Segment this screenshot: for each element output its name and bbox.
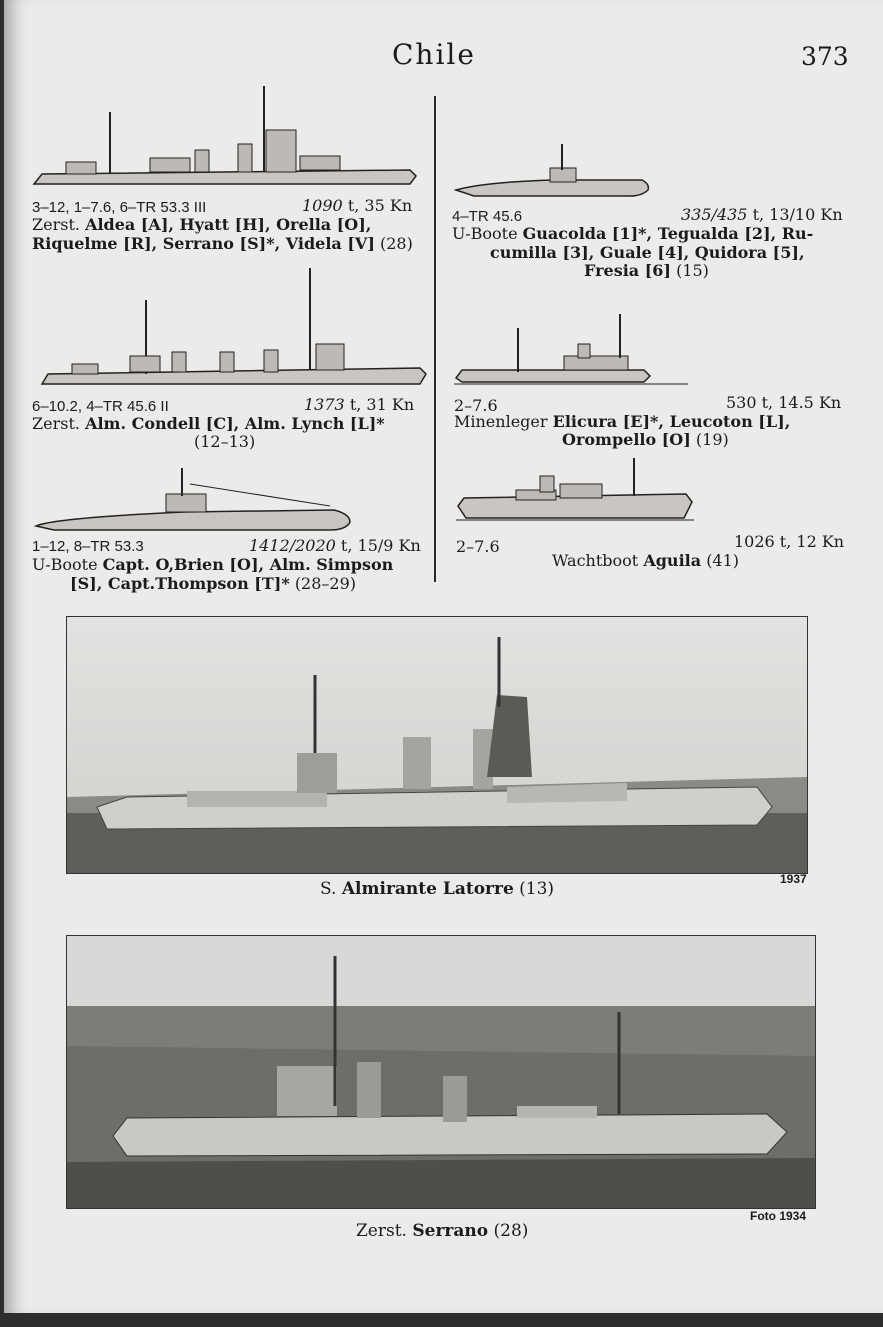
entry3-year: (28–29) bbox=[294, 574, 357, 593]
entry1-armament-line bbox=[32, 199, 206, 216]
patrol-boat-aguila-drawing bbox=[456, 456, 696, 526]
entry4-names1: Guacolda [1]*, Tegualda [2], Ru- bbox=[522, 224, 814, 243]
entry4-tonnage: 335/435 bbox=[681, 205, 748, 224]
entry6-tonnage: 1026 t, 12 Kn bbox=[734, 532, 845, 551]
entry1-tonnage: 1090 bbox=[302, 196, 343, 215]
entry3-type: U-Boote bbox=[32, 555, 98, 574]
column-divider bbox=[434, 96, 436, 582]
photo2-caption-year: (28) bbox=[493, 1221, 529, 1241]
entry6-type: Wachtboot bbox=[552, 551, 639, 570]
entry6-year: (41) bbox=[706, 551, 740, 570]
entry4-speed: t, 13/10 Kn bbox=[752, 205, 843, 224]
entry1-year: (28) bbox=[380, 234, 413, 253]
photo-battleship-image bbox=[67, 617, 807, 873]
entry1-names1: Aldea [A], Hyatt [H], Orella [O], bbox=[85, 215, 372, 234]
entry3-tonnage: 1412/2020 bbox=[249, 536, 336, 555]
entry2-speed: t, 31 Kn bbox=[349, 395, 415, 414]
entry5-year: (19) bbox=[695, 430, 729, 449]
entry1-tonnage-line bbox=[302, 196, 412, 215]
entry4-names2: cumilla [3], Guale [4], Quidora [5], bbox=[490, 243, 805, 262]
photo1-caption-year: (13) bbox=[519, 879, 555, 899]
entry3-names-line2 bbox=[70, 574, 356, 593]
entry6-names-line bbox=[552, 551, 739, 570]
entry4-armament: 4–TR 45.6 bbox=[452, 208, 523, 225]
entry2-tonnage-line bbox=[304, 395, 414, 414]
entry6-names: Aguila bbox=[643, 551, 702, 570]
photo1-caption-prefix: S. bbox=[320, 879, 337, 899]
photo2-credit: Foto 1934 bbox=[750, 1209, 807, 1223]
entry1-speed: t, 35 Kn bbox=[347, 196, 413, 215]
entry3-armament: 1–12, 8–TR 53.3 bbox=[32, 538, 144, 555]
destroyer-condell-drawing bbox=[38, 266, 428, 398]
entry2-names: Alm. Condell [C], Alm. Lynch [L]* bbox=[85, 414, 385, 433]
entry2-armament: 6–10.2, 4–TR 45.6 II bbox=[32, 398, 169, 415]
entry3-names1: Capt. O,Brien [O], Alm. Simpson bbox=[102, 555, 394, 574]
page-number: 373 bbox=[801, 42, 849, 71]
entry1-names-line1 bbox=[32, 215, 371, 234]
destroyer-serrano-class-drawing bbox=[30, 84, 420, 202]
photo2-caption-name: Serrano bbox=[412, 1221, 489, 1241]
entry3-names-line1 bbox=[32, 555, 393, 574]
entry1-names-line2 bbox=[32, 234, 413, 253]
entry4-names-line3 bbox=[584, 261, 709, 280]
photo2-caption-prefix: Zerst. bbox=[356, 1221, 407, 1241]
entry5-type: Minenleger bbox=[454, 412, 548, 431]
photo2-caption bbox=[356, 1221, 528, 1241]
entry4-year: (15) bbox=[676, 261, 709, 280]
photo-almirante-latorre bbox=[66, 616, 808, 874]
entry5-names2: Orompello [O] bbox=[562, 430, 691, 449]
entry6-armament: 2–7.6 bbox=[456, 537, 500, 556]
entry4-names3: Fresia [6] bbox=[584, 261, 671, 280]
entry2-year: (12–13) bbox=[194, 432, 256, 451]
photo1-caption-name: Almirante Latorre bbox=[341, 879, 514, 899]
entry5-names1: Elicura [E]*, Leucoton [L], bbox=[552, 412, 791, 431]
entry1-armament: 3–12, 1–7.6 bbox=[32, 199, 112, 216]
entry4-tonnage-line bbox=[681, 205, 843, 224]
photo1-credit: 1937 bbox=[780, 872, 807, 886]
submarine-guacolda-drawing bbox=[454, 142, 654, 202]
page-title: Chile bbox=[392, 38, 476, 71]
entry3-tonnage-line bbox=[249, 536, 421, 555]
entry5-tonnage: 530 t, 14.5 Kn bbox=[726, 393, 842, 412]
entry2-names-line bbox=[32, 414, 385, 433]
submarine-obrien-drawing bbox=[34, 466, 354, 536]
entry5-names-line1 bbox=[454, 412, 790, 431]
entry3-names2: [S], Capt.Thompson [T]* bbox=[70, 574, 290, 593]
entry4-type: U-Boote bbox=[452, 224, 518, 243]
entry2-type: Zerst. bbox=[32, 414, 80, 433]
entry5-names-line2 bbox=[562, 430, 729, 449]
entry2-tonnage: 1373 bbox=[304, 395, 345, 414]
entry5-armament: 2–7.6 bbox=[454, 396, 498, 415]
photo-destroyer-image bbox=[67, 936, 815, 1208]
entry1-armament-rest: , 6–TR 53.3 III bbox=[111, 199, 207, 216]
entry1-type: Zerst. bbox=[32, 215, 80, 234]
book-page bbox=[4, 0, 883, 1313]
minelayer-elicura-drawing bbox=[454, 312, 690, 388]
entry4-names-line1 bbox=[452, 224, 813, 243]
entry3-speed: t, 15/9 Kn bbox=[340, 536, 421, 555]
entry1-names2: Riquelme [R], Serrano [S]*, Videla [V] bbox=[32, 234, 375, 253]
photo1-caption bbox=[320, 879, 554, 899]
photo-serrano bbox=[66, 935, 816, 1209]
entry4-names-line2 bbox=[490, 243, 805, 262]
